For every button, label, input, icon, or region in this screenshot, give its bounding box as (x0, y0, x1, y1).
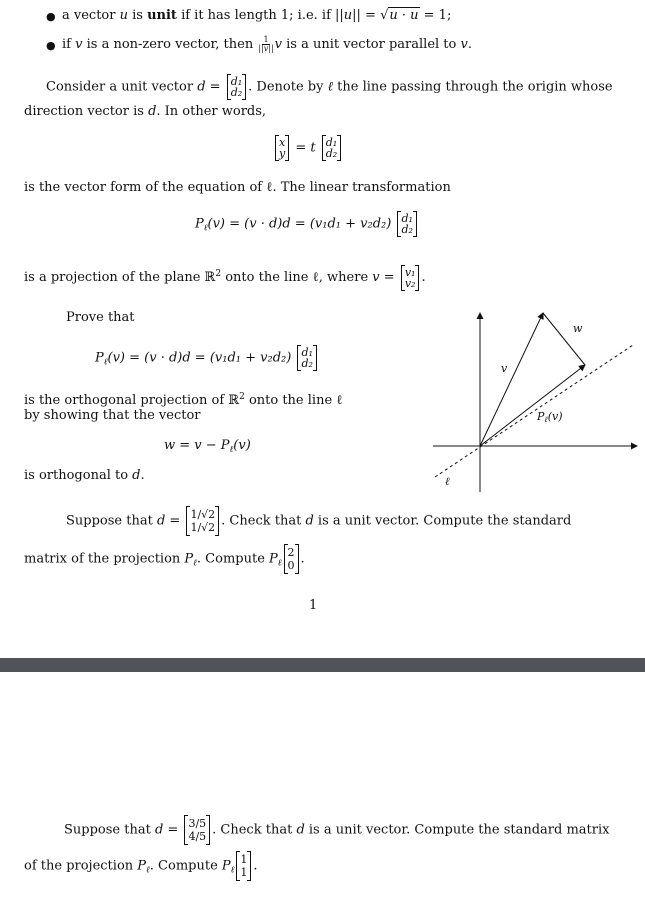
exercise-2-line-2 (24, 852, 258, 885)
matrix-xy (275, 136, 289, 160)
entry: d₁ (301, 346, 313, 359)
text: . Compute (196, 551, 270, 567)
direction-line (24, 104, 266, 120)
text: (v) = (v · d)d = (v₁d₁ + v₂d₂) (107, 350, 292, 366)
matrix-d (186, 507, 219, 535)
page-number: 1 (309, 598, 318, 613)
var: u · u (389, 8, 419, 23)
var: v (460, 37, 468, 52)
entry: 4/5 (188, 830, 207, 843)
text: . In other words, (156, 104, 267, 119)
page-separator (0, 658, 645, 672)
var: P (269, 551, 278, 567)
matrix-v (401, 266, 420, 290)
fraction (258, 36, 273, 53)
frac-num: 1 (263, 35, 269, 44)
entry: d₂ (301, 357, 313, 370)
prove-equation (95, 346, 319, 373)
entry: d₂ (401, 223, 413, 236)
var: ℓ (327, 79, 334, 95)
subscript: ℓ (146, 865, 150, 876)
p-end: (v) (547, 410, 563, 423)
entry: 1 (240, 866, 248, 879)
subscript: ℓ (277, 558, 282, 569)
text: is a unit vector. Compute the standard (313, 513, 572, 529)
text: = (165, 513, 185, 529)
projection-figure (425, 305, 640, 495)
text: is a unit vector parallel to (282, 37, 461, 52)
text: is the orthogonal projection of ℝ (24, 393, 240, 408)
var: d (296, 822, 305, 838)
text: . Denote by (248, 79, 328, 95)
vector-w (543, 313, 585, 365)
prove-title: Prove that (66, 310, 135, 325)
text: is a unit vector. Compute the standard matrix (304, 822, 610, 838)
var: v (372, 270, 380, 285)
text: is (127, 8, 148, 23)
subscript: ℓ (103, 357, 108, 368)
exercise-1-line-1 (66, 507, 571, 536)
matrix-d (297, 346, 316, 370)
text: . (300, 551, 305, 567)
bold-term: unit (147, 8, 177, 23)
text: direction vector is (24, 104, 149, 119)
subscript: ℓ (229, 445, 234, 455)
entry: d₁ (325, 136, 338, 149)
entry: d₂ (325, 147, 338, 160)
superscript: 2 (239, 392, 245, 402)
matrix-d (322, 136, 341, 160)
text: (v) (233, 438, 251, 453)
text: if it has length 1; i.e. if || (176, 8, 344, 23)
matrix-d (397, 212, 416, 236)
var: d (305, 513, 314, 529)
text: Suppose that (66, 513, 157, 529)
superscript: 2 (215, 269, 222, 279)
exercise-1-line-2 (24, 545, 305, 578)
entry: d₂ (230, 86, 243, 99)
entry: d₁ (401, 212, 413, 225)
text: = t (295, 140, 316, 156)
projection-line (24, 264, 426, 290)
var: P (195, 216, 204, 232)
text: = (163, 822, 183, 838)
consider-line (46, 75, 613, 99)
entry: 1 (240, 853, 248, 866)
text: . (140, 468, 145, 483)
var: P (221, 858, 231, 874)
var: P (137, 858, 147, 874)
text: is a projection of the plane ℝ (24, 270, 216, 285)
var: d (132, 468, 141, 483)
var: P (184, 551, 194, 567)
var: u (343, 8, 353, 23)
matrix-vector (236, 852, 251, 880)
var: d (156, 513, 166, 529)
var: v (75, 37, 83, 52)
entry: 0 (287, 559, 295, 572)
entry: 1/√2 (190, 521, 216, 534)
bullet-unit-definition (62, 8, 451, 24)
bullet-icon: ● (46, 10, 56, 23)
text: Consider a unit vector (46, 79, 198, 95)
page-2 (0, 672, 645, 906)
text: Suppose that (64, 822, 155, 838)
projection-equation (195, 212, 419, 239)
text: if (62, 37, 76, 52)
text: = (205, 79, 225, 95)
entry: 2 (287, 546, 295, 559)
orthogonal-line-1 (24, 389, 343, 409)
w-equation (164, 438, 251, 458)
var: u (119, 8, 128, 23)
text: onto the line ℓ (244, 393, 343, 408)
var: d (197, 79, 206, 95)
text: the line passing through the origin whose (333, 79, 613, 95)
vector-projection (480, 365, 585, 446)
label-ell: ℓ (445, 475, 450, 488)
text: matrix of the projection (24, 551, 185, 567)
var: d (148, 104, 157, 119)
subscript: ℓ (230, 865, 235, 876)
var: d (154, 822, 164, 838)
frac-den: ||v|| (258, 44, 274, 53)
entry: 3/5 (188, 817, 207, 830)
p: P (537, 410, 545, 423)
vector-form-line: is the vector form of the equation of ℓ. The linear transformation (24, 180, 451, 195)
matrix-d (184, 816, 210, 844)
line-ell (435, 345, 633, 477)
matrix-vector (284, 545, 299, 573)
text: onto the line ℓ, where (221, 270, 373, 285)
text: . Check that (221, 513, 306, 529)
exercise-2-line-1 (64, 816, 609, 845)
bullet-normalize (62, 36, 472, 53)
text: a vector (62, 8, 120, 23)
bullet-icon: ● (46, 39, 56, 52)
vector-equation (273, 136, 343, 160)
orthogonal-to-d (24, 468, 145, 484)
entry: y (279, 147, 286, 160)
text: (v) = (v · d)d = (v₁d₁ + v₂d₂) (207, 216, 392, 232)
p-sub: ℓ (544, 415, 548, 424)
subscript: ℓ (193, 558, 197, 569)
text: . (421, 270, 426, 285)
subscript: ℓ (203, 223, 208, 234)
text: w = v − P (164, 438, 230, 453)
entry: d₁ (230, 75, 243, 88)
text: . (253, 858, 258, 874)
var: P (95, 350, 104, 366)
matrix-d (227, 75, 246, 99)
text: . (467, 37, 472, 52)
text: = 1; (419, 8, 452, 23)
label-v: v (501, 362, 508, 375)
entry: x (279, 136, 286, 149)
entry: v₁ (404, 265, 416, 279)
text: is a non-zero vector, then (82, 37, 258, 52)
var: v (274, 37, 283, 52)
text: of the projection (24, 858, 138, 874)
orthogonal-line-2: by showing that the vector (24, 408, 201, 423)
entry: v₂ (404, 276, 416, 290)
label-w: w (573, 322, 583, 335)
text: . Check that (212, 822, 297, 838)
entry: 1/√2 (190, 508, 216, 521)
text: is orthogonal to (24, 468, 133, 483)
label-p (536, 410, 563, 424)
text: || = √ (352, 8, 389, 23)
text: = (379, 270, 399, 285)
text: . Compute (149, 858, 222, 874)
